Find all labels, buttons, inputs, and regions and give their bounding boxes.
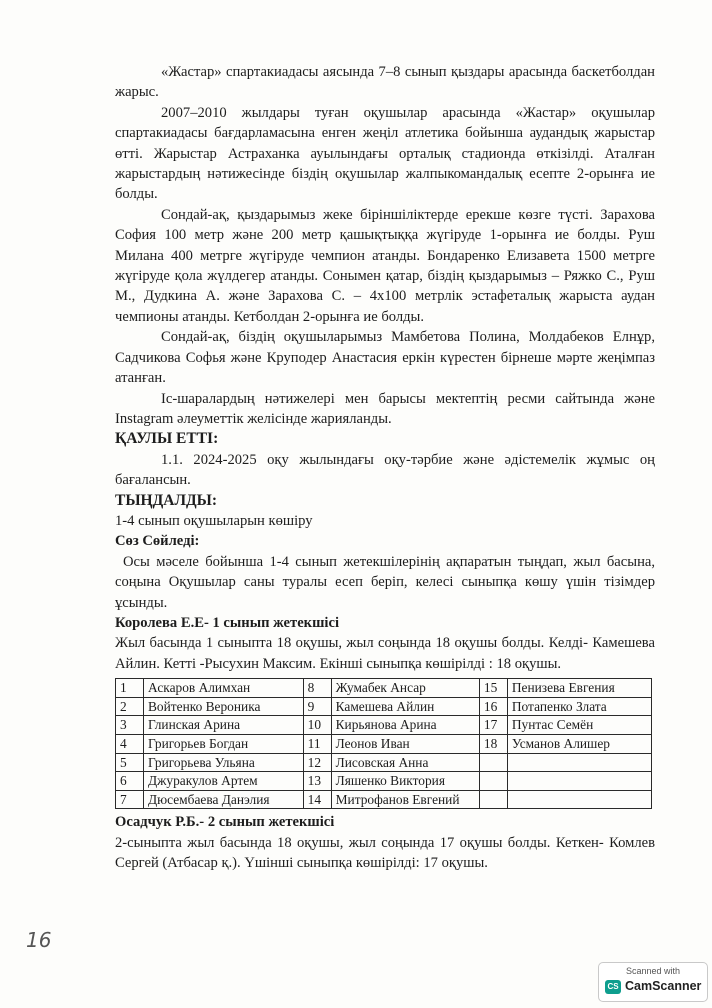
student-number-cell: 14 bbox=[303, 790, 331, 809]
class2-text: 2-сыныпта жыл басында 18 оқушы, жыл соңында 17 оқушы болды. Кеткен- Комлев Сергей (Атбасар қ.). Үшінші сыныпқа көшірілді: 17 оқушы. bbox=[115, 834, 655, 872]
spoke-heading: Сөз Сөйледі: bbox=[115, 533, 200, 550]
scanned-with-label: Scanned with bbox=[625, 966, 681, 976]
student-name-cell: Григорьев Богдан bbox=[143, 734, 303, 753]
student-number-cell: 12 bbox=[303, 753, 331, 772]
student-name-cell bbox=[507, 753, 651, 772]
student-name-cell: Леонов Иван bbox=[331, 734, 479, 753]
paragraph-publication: Іс-шаралардың нәтижелері мен барысы мектептің ресми сайтында және Instagram әлеуметтік желісінде жарияланды. bbox=[115, 390, 655, 427]
student-name-cell: Дюсембаева Данэлия bbox=[143, 790, 303, 809]
student-name-cell: Аскаров Алимхан bbox=[143, 679, 303, 698]
table-row bbox=[116, 679, 652, 698]
student-number-cell bbox=[479, 790, 507, 809]
student-name-cell: Камешева Айлин bbox=[331, 697, 479, 716]
student-name-cell: Кирьянова Арина bbox=[331, 716, 479, 735]
student-name-cell: Пенизева Евгения bbox=[507, 679, 651, 698]
student-number-cell: 2 bbox=[116, 697, 144, 716]
paragraph-basketball: «Жастар» спартакиадасы аясында 7–8 сынып қыздары арасында баскетболдан жарыс. bbox=[115, 64, 655, 101]
student-number-cell: 18 bbox=[479, 734, 507, 753]
heard-heading: ТЫҢДАЛДЫ: bbox=[115, 491, 218, 509]
student-name-cell: Усманов Алишер bbox=[507, 734, 651, 753]
table-row bbox=[116, 772, 652, 791]
student-number-cell: 7 bbox=[116, 790, 144, 809]
student-number-cell: 5 bbox=[116, 753, 144, 772]
class1-student-table bbox=[115, 678, 652, 809]
student-name-cell bbox=[507, 772, 651, 791]
class1-text: Жыл басында 1 сыныпта 18 оқушы, жыл соңында 18 оқушы болды. Келді- Камешева Айлин. Кетті -Рысухин Максим. Екінші сыныпқа көшірілді : 18 оқушы. bbox=[115, 635, 655, 672]
student-number-cell bbox=[479, 772, 507, 791]
table-row bbox=[116, 790, 652, 809]
camscanner-brand: CamScanner bbox=[625, 979, 702, 993]
camscanner-logo-icon: CS bbox=[605, 980, 621, 994]
student-number-cell: 6 bbox=[116, 772, 144, 791]
paragraph-girls-results: Сондай-ақ, қыздарымыз жеке біріншіліктерде ерекше көзге түсті. Зарахова София 100 метр және 200 метр қашықтыққа жүгіруде 1-орынға ие болды. Руш Милана 400 метрге жүгіруде чемпион атанды. Бондаренко Елизавета 1500 метрге жүгіруде қола жүлдегер атанды. Сонымен қатар, біздің қыздарымыз – Ряжко С., Руш М., Дудкина А. және Зарахова С. – 4х100 метрлік эстафеталық жарыста аудан чемпионы атанды. Кетболдан 2-орынға ие болды. bbox=[115, 206, 655, 325]
class2-heading: Осадчук Р.Б.- 2 сынып жетекшісі bbox=[115, 814, 335, 831]
student-name-cell: Пунтас Семён bbox=[507, 716, 651, 735]
student-name-cell: Жумабек Ансар bbox=[331, 679, 479, 698]
student-name-cell bbox=[507, 790, 651, 809]
student-name-cell: Войтенко Вероника bbox=[143, 697, 303, 716]
student-number-cell bbox=[479, 753, 507, 772]
student-number-cell: 4 bbox=[116, 734, 144, 753]
class1-heading: Королева Е.Е- 1 сынып жетекшісі bbox=[115, 614, 339, 631]
table-row bbox=[116, 753, 652, 772]
student-number-cell: 10 bbox=[303, 716, 331, 735]
student-number-cell: 17 bbox=[479, 716, 507, 735]
decided-item: 1.1. 2024-2025 оқу жылындағы оқу-тәрбие және әдістемелік жұмыс оң бағалансын. bbox=[115, 451, 655, 489]
table-row bbox=[116, 716, 652, 735]
student-name-cell: Лисовская Анна bbox=[331, 753, 479, 772]
heard-topic: 1-4 сынып оқушыларын көшіру bbox=[115, 512, 313, 529]
document-body bbox=[115, 62, 655, 874]
student-name-cell: Митрофанов Евгений bbox=[331, 790, 479, 809]
student-number-cell: 13 bbox=[303, 772, 331, 791]
student-number-cell: 8 bbox=[303, 679, 331, 698]
student-name-cell: Потапенко Злата bbox=[507, 697, 651, 716]
paragraph-athletics: 2007–2010 жылдары туған оқушылар арасында «Жастар» оқушылар спартакиадасы бағдарламасына енген жеңіл атлетика бойынша аудандық жарыстар өтті. Жарыстар Астраханка ауылындағы орталық стадионда өткізілді. Аталған жарыстардың нәтижесінде біздің оқушылар жалпыкомандалық есепте 2-орынға ие болды. bbox=[115, 104, 655, 203]
student-name-cell: Джуракулов Артем bbox=[143, 772, 303, 791]
student-number-cell: 1 bbox=[116, 679, 144, 698]
student-number-cell: 15 bbox=[479, 679, 507, 698]
decided-heading: ҚАУЛЫ ЕТТІ: bbox=[115, 430, 219, 448]
paragraph-wrestling: Сондай-ақ, біздің оқушыларымыз Мамбетова Полина, Молдабеков Елнұр, Садчикова Софья және Круподер Анастасия еркін күрестен бірнеше мәрте жеңімпаз атанған. bbox=[115, 329, 655, 387]
student-name-cell: Григорьева Ульяна bbox=[143, 753, 303, 772]
camscanner-badge bbox=[598, 962, 708, 1002]
table-row bbox=[116, 734, 652, 753]
student-number-cell: 11 bbox=[303, 734, 331, 753]
student-number-cell: 16 bbox=[479, 697, 507, 716]
student-number-cell: 9 bbox=[303, 697, 331, 716]
page-number: 16 bbox=[26, 928, 52, 952]
spoke-text: Осы мәселе бойынша 1-4 сынып жетекшілерінің ақпаратын тыңдап, жыл басына, соңына Оқушылар саны туралы есеп беріп, келесі сыныпқа көшу үшін тізімдер ұсынды. bbox=[115, 553, 655, 611]
student-name-cell: Ляшенко Виктория bbox=[331, 772, 479, 791]
table-row bbox=[116, 697, 652, 716]
student-name-cell: Глинская Арина bbox=[143, 716, 303, 735]
student-number-cell: 3 bbox=[116, 716, 144, 735]
